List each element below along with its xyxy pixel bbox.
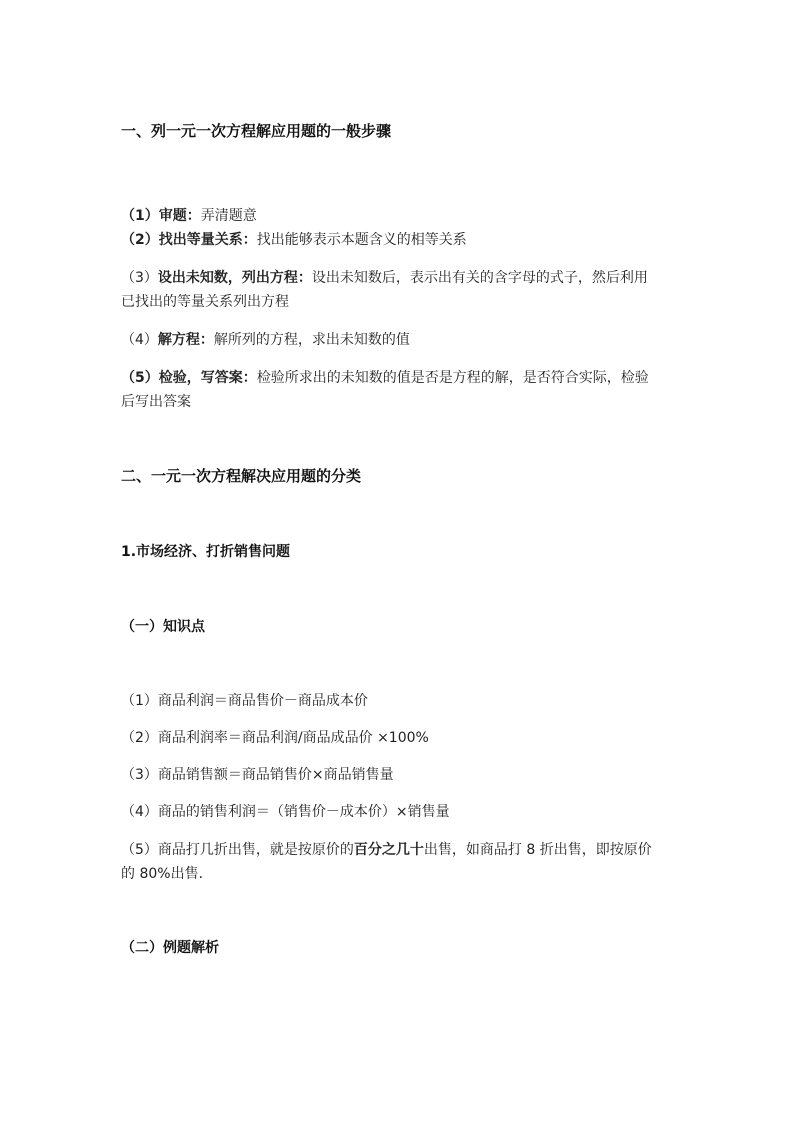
- knowledge-item-5: [121, 839, 684, 861]
- step-5-term: 检验，写答案：: [158, 370, 257, 386]
- section1-title: 一、列一元一次方程解应用题的一般步骤: [121, 122, 392, 140]
- step-3-continuation: 已找出的等量关系列出方程: [121, 294, 289, 310]
- step-1-desc: 弄清题意: [200, 208, 257, 224]
- step-5-desc: 检验所求出的未知数的值是否是方程的解，是否符合实际，检验: [256, 370, 649, 386]
- section2-title: 二、一元一次方程解决应用题的分类: [121, 467, 362, 485]
- knowledge-item-1: （1）商品利润＝商品售价－商品成本价: [121, 693, 368, 709]
- step-2-term: 找出等量关系：: [158, 232, 257, 248]
- step-1-prefix: （1）: [121, 208, 159, 224]
- examples-heading: （二）例题解析: [121, 940, 219, 956]
- step-4-prefix: （4）: [121, 332, 158, 348]
- step-4: [121, 329, 684, 351]
- knowledge-item-5-continuation: 的 80%出售．: [121, 866, 213, 882]
- knowledge-item-4: （4）商品的销售利润＝（销售价－成本价）×销售量: [121, 804, 450, 820]
- knowledge-item-5-part2: 出售，如商品打 8 折出售，即按原价: [423, 842, 652, 858]
- step-3-prefix: （3）: [121, 270, 158, 286]
- step-1: [121, 205, 684, 227]
- step-4-term: 解方程：: [157, 332, 214, 348]
- subsection1-title: 1.市场经济、打折销售问题: [121, 544, 291, 560]
- knowledge-item-5-emphasis: 百分之几十: [353, 842, 424, 858]
- step-1-term: 审题：: [158, 208, 201, 224]
- step-5: [121, 367, 684, 389]
- knowledge-item-2: （2）商品利润率＝商品利润/商品成品价 ×100%: [121, 730, 429, 746]
- step-3-desc: 设出未知数后，表示出有关的含字母的式子，然后利用: [311, 270, 648, 286]
- step-2-desc: 找出能够表示本题含义的相等关系: [256, 232, 467, 248]
- knowledge-item-3: （3）商品销售额＝商品销售价×商品销售量: [121, 767, 394, 783]
- step-4-desc: 解所列的方程，求出未知数的值: [213, 332, 410, 348]
- step-5-continuation: 后写出答案: [121, 394, 191, 410]
- step-3-term: 设出未知数，列出方程：: [157, 270, 312, 286]
- knowledge-heading: （一）知识点: [121, 619, 205, 635]
- step-5-prefix: （5）: [121, 370, 159, 386]
- step-2: [121, 229, 684, 251]
- step-2-prefix: （2）: [121, 232, 159, 248]
- knowledge-item-5-part1: （5）商品打几折出售，就是按原价的: [121, 842, 354, 858]
- step-3: [121, 267, 684, 289]
